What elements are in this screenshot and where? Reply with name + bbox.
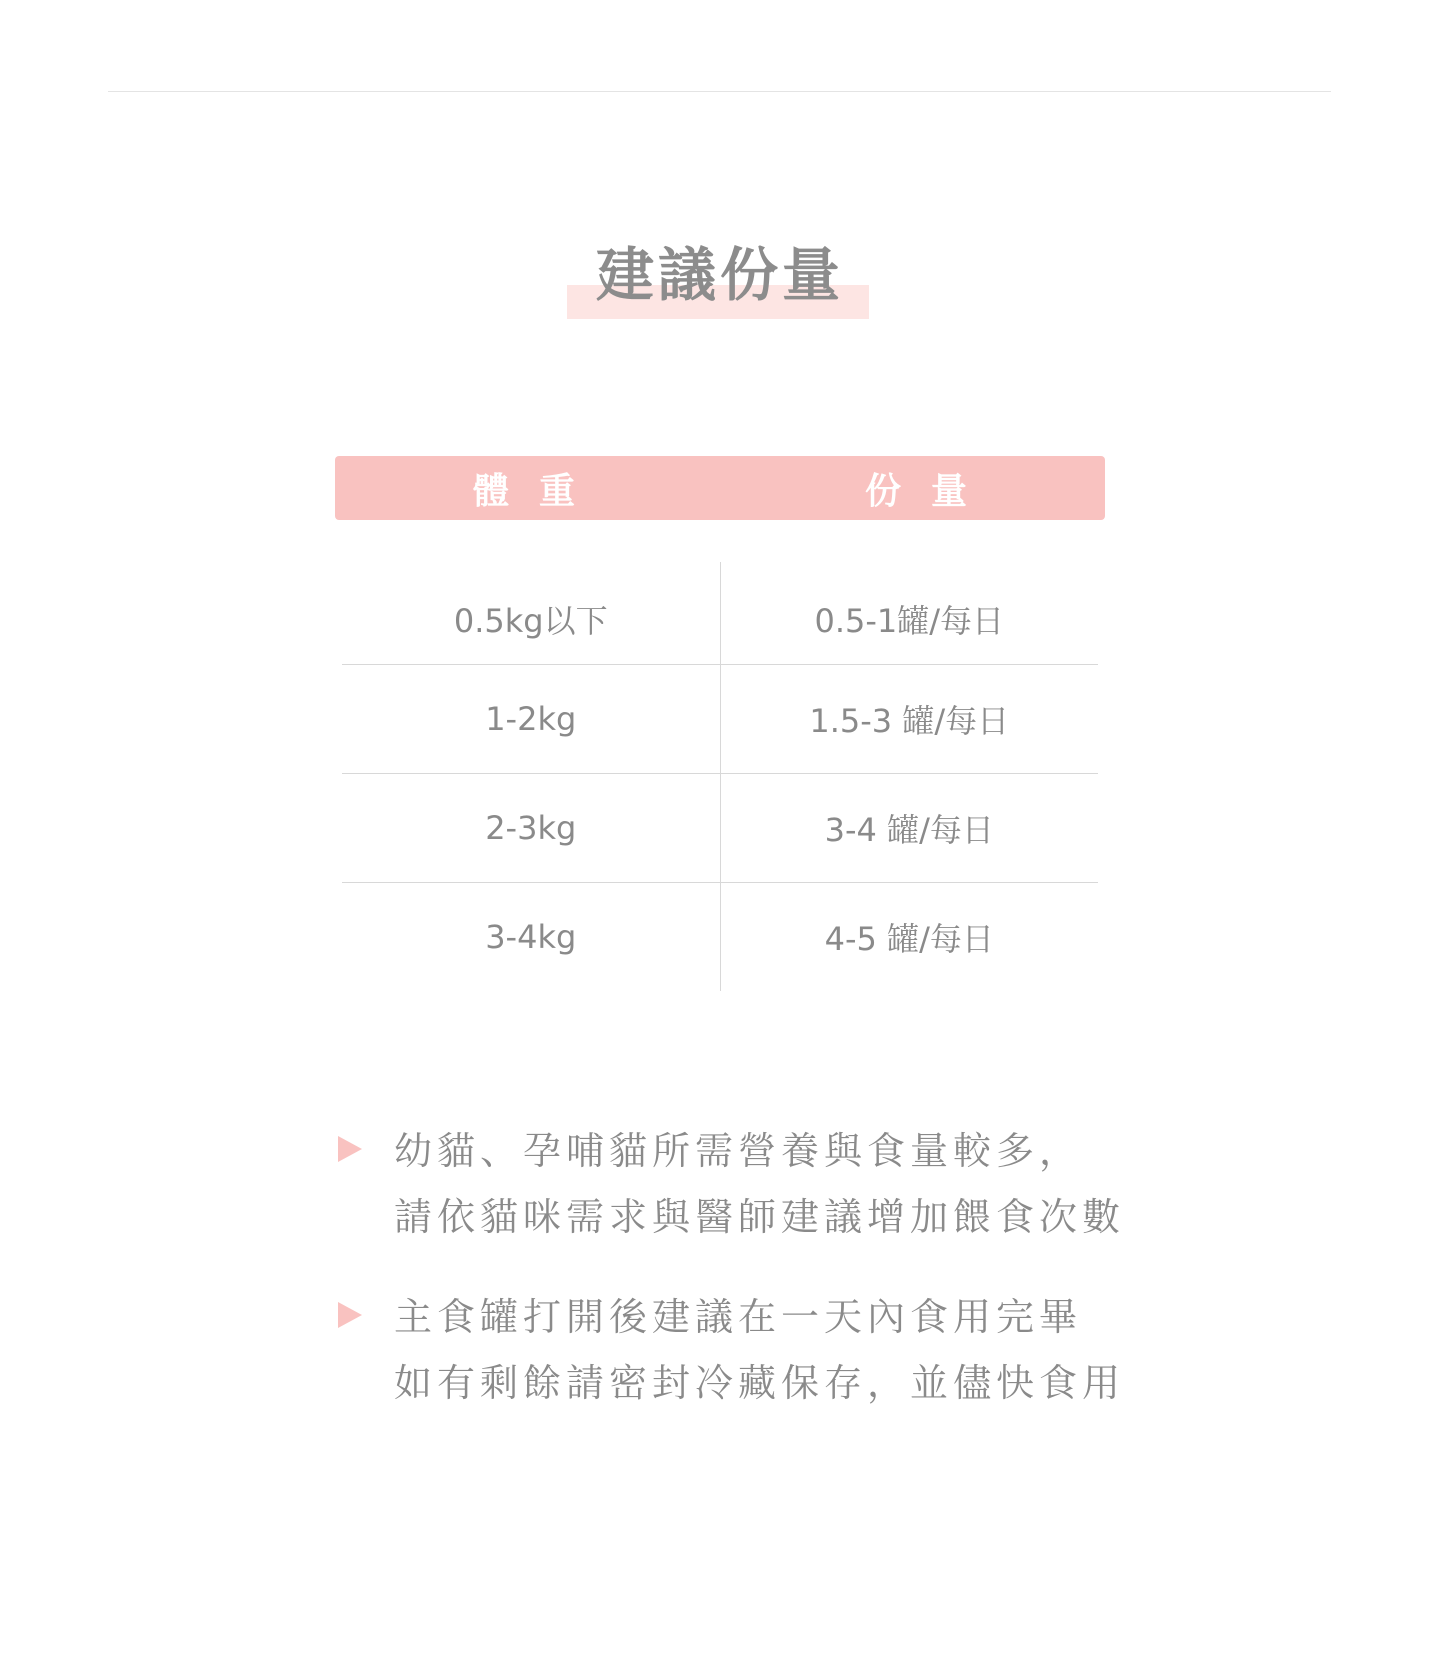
weight-cell: 3-4kg bbox=[342, 883, 721, 991]
note-line: 如有剩餘請密封冷藏保存，並儘快食用 bbox=[394, 1361, 1126, 1405]
portion-cell: 3-4 罐/每日 bbox=[824, 811, 994, 849]
note-item bbox=[338, 1118, 1138, 1250]
header-portion: 份量 bbox=[864, 470, 997, 512]
note-line: 請依貓咪需求與醫師建議增加餵食次數 bbox=[394, 1195, 1126, 1239]
header-weight: 體重 bbox=[472, 470, 605, 512]
section-title-block bbox=[0, 236, 1440, 326]
portion-cell: 0.5-1罐/每日 bbox=[814, 602, 1005, 640]
weight-cell: 2-3kg bbox=[342, 774, 721, 882]
portion-table bbox=[342, 562, 1098, 991]
table-row bbox=[342, 883, 1098, 991]
note-line: 幼貓、孕哺貓所需營養與食量較多， bbox=[394, 1129, 1083, 1173]
note-line: 主食罐打開後建議在一天內食用完畢 bbox=[394, 1295, 1083, 1339]
portion-cell: 4-5 罐/每日 bbox=[824, 920, 994, 958]
weight-cell: 0.5kg以下 bbox=[342, 562, 721, 664]
portion-cell: 1.5-3 罐/每日 bbox=[809, 702, 1010, 740]
portion-table-header bbox=[335, 456, 1105, 520]
table-row bbox=[342, 774, 1098, 883]
table-row bbox=[342, 562, 1098, 665]
section-title: 建議份量 bbox=[595, 241, 844, 309]
table-row bbox=[342, 665, 1098, 774]
top-divider bbox=[108, 91, 1331, 92]
note-item bbox=[338, 1284, 1138, 1416]
triangle-bullet-icon bbox=[338, 1302, 362, 1328]
triangle-bullet-icon bbox=[338, 1136, 362, 1162]
weight-cell: 1-2kg bbox=[342, 665, 721, 773]
feeding-notes bbox=[338, 1118, 1138, 1450]
